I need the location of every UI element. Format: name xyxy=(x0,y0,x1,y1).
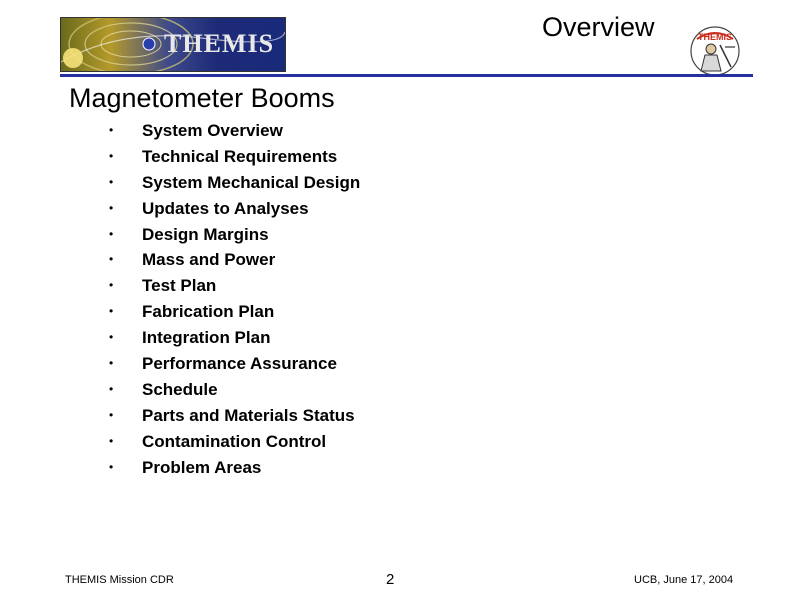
list-item xyxy=(104,455,360,481)
list-item-label: Schedule xyxy=(142,379,218,399)
list-item xyxy=(104,196,360,222)
agenda-list xyxy=(104,118,360,480)
list-item xyxy=(104,170,360,196)
list-item-label: Integration Plan xyxy=(142,328,271,348)
logo-text: THEMIS xyxy=(164,29,275,58)
bullet: • xyxy=(109,148,114,163)
section-heading: Magnetometer Booms xyxy=(69,83,335,113)
list-item-label: System Overview xyxy=(142,121,283,140)
header-divider xyxy=(60,74,753,77)
list-item xyxy=(104,247,360,273)
list-item xyxy=(104,273,360,299)
bullet: • xyxy=(109,200,114,215)
footer-left: THEMIS Mission CDR xyxy=(65,574,174,586)
bullet: • xyxy=(109,407,114,422)
bullet: • xyxy=(109,252,114,267)
bullet: • xyxy=(109,174,114,189)
list-item-label: Mass and Power xyxy=(142,250,276,270)
bullet: • xyxy=(109,304,114,319)
bullet: • xyxy=(109,459,114,474)
list-item-label: Design Margins xyxy=(142,224,269,244)
list-item xyxy=(104,299,360,325)
list-item-label: Test Plan xyxy=(142,276,217,296)
bullet: • xyxy=(109,381,114,396)
footer-right: UCB, June 17, 2004 xyxy=(634,574,734,586)
list-item xyxy=(104,429,360,455)
list-item-label: System Mechanical Design xyxy=(142,172,361,192)
bullet: • xyxy=(109,433,114,448)
page-number: 2 xyxy=(386,571,395,588)
bullet: • xyxy=(109,123,114,137)
list-item xyxy=(104,325,360,351)
list-item-label: Problem Areas xyxy=(142,457,262,477)
list-item-label: Performance Assurance xyxy=(142,354,337,374)
themis-mascot-icon xyxy=(687,25,743,77)
list-item-label: Parts and Materials Status xyxy=(142,405,355,425)
slide-title: Overview xyxy=(542,12,655,42)
mascot-text: THEMIS xyxy=(697,32,733,42)
themis-logo-banner xyxy=(60,17,286,72)
list-item xyxy=(104,118,360,144)
list-item xyxy=(104,222,360,248)
bullet: • xyxy=(109,226,114,241)
list-item-label: Technical Requirements xyxy=(142,146,338,166)
bullet: • xyxy=(109,330,114,345)
list-item xyxy=(104,403,360,429)
bullet: • xyxy=(109,356,114,371)
list-item-label: Updates to Analyses xyxy=(142,198,309,218)
bullet: • xyxy=(109,278,114,293)
list-item-label: Contamination Control xyxy=(142,431,327,451)
list-item xyxy=(104,144,360,170)
list-item-label: Fabrication Plan xyxy=(142,302,275,322)
list-item xyxy=(104,351,360,377)
list-item xyxy=(104,377,360,403)
